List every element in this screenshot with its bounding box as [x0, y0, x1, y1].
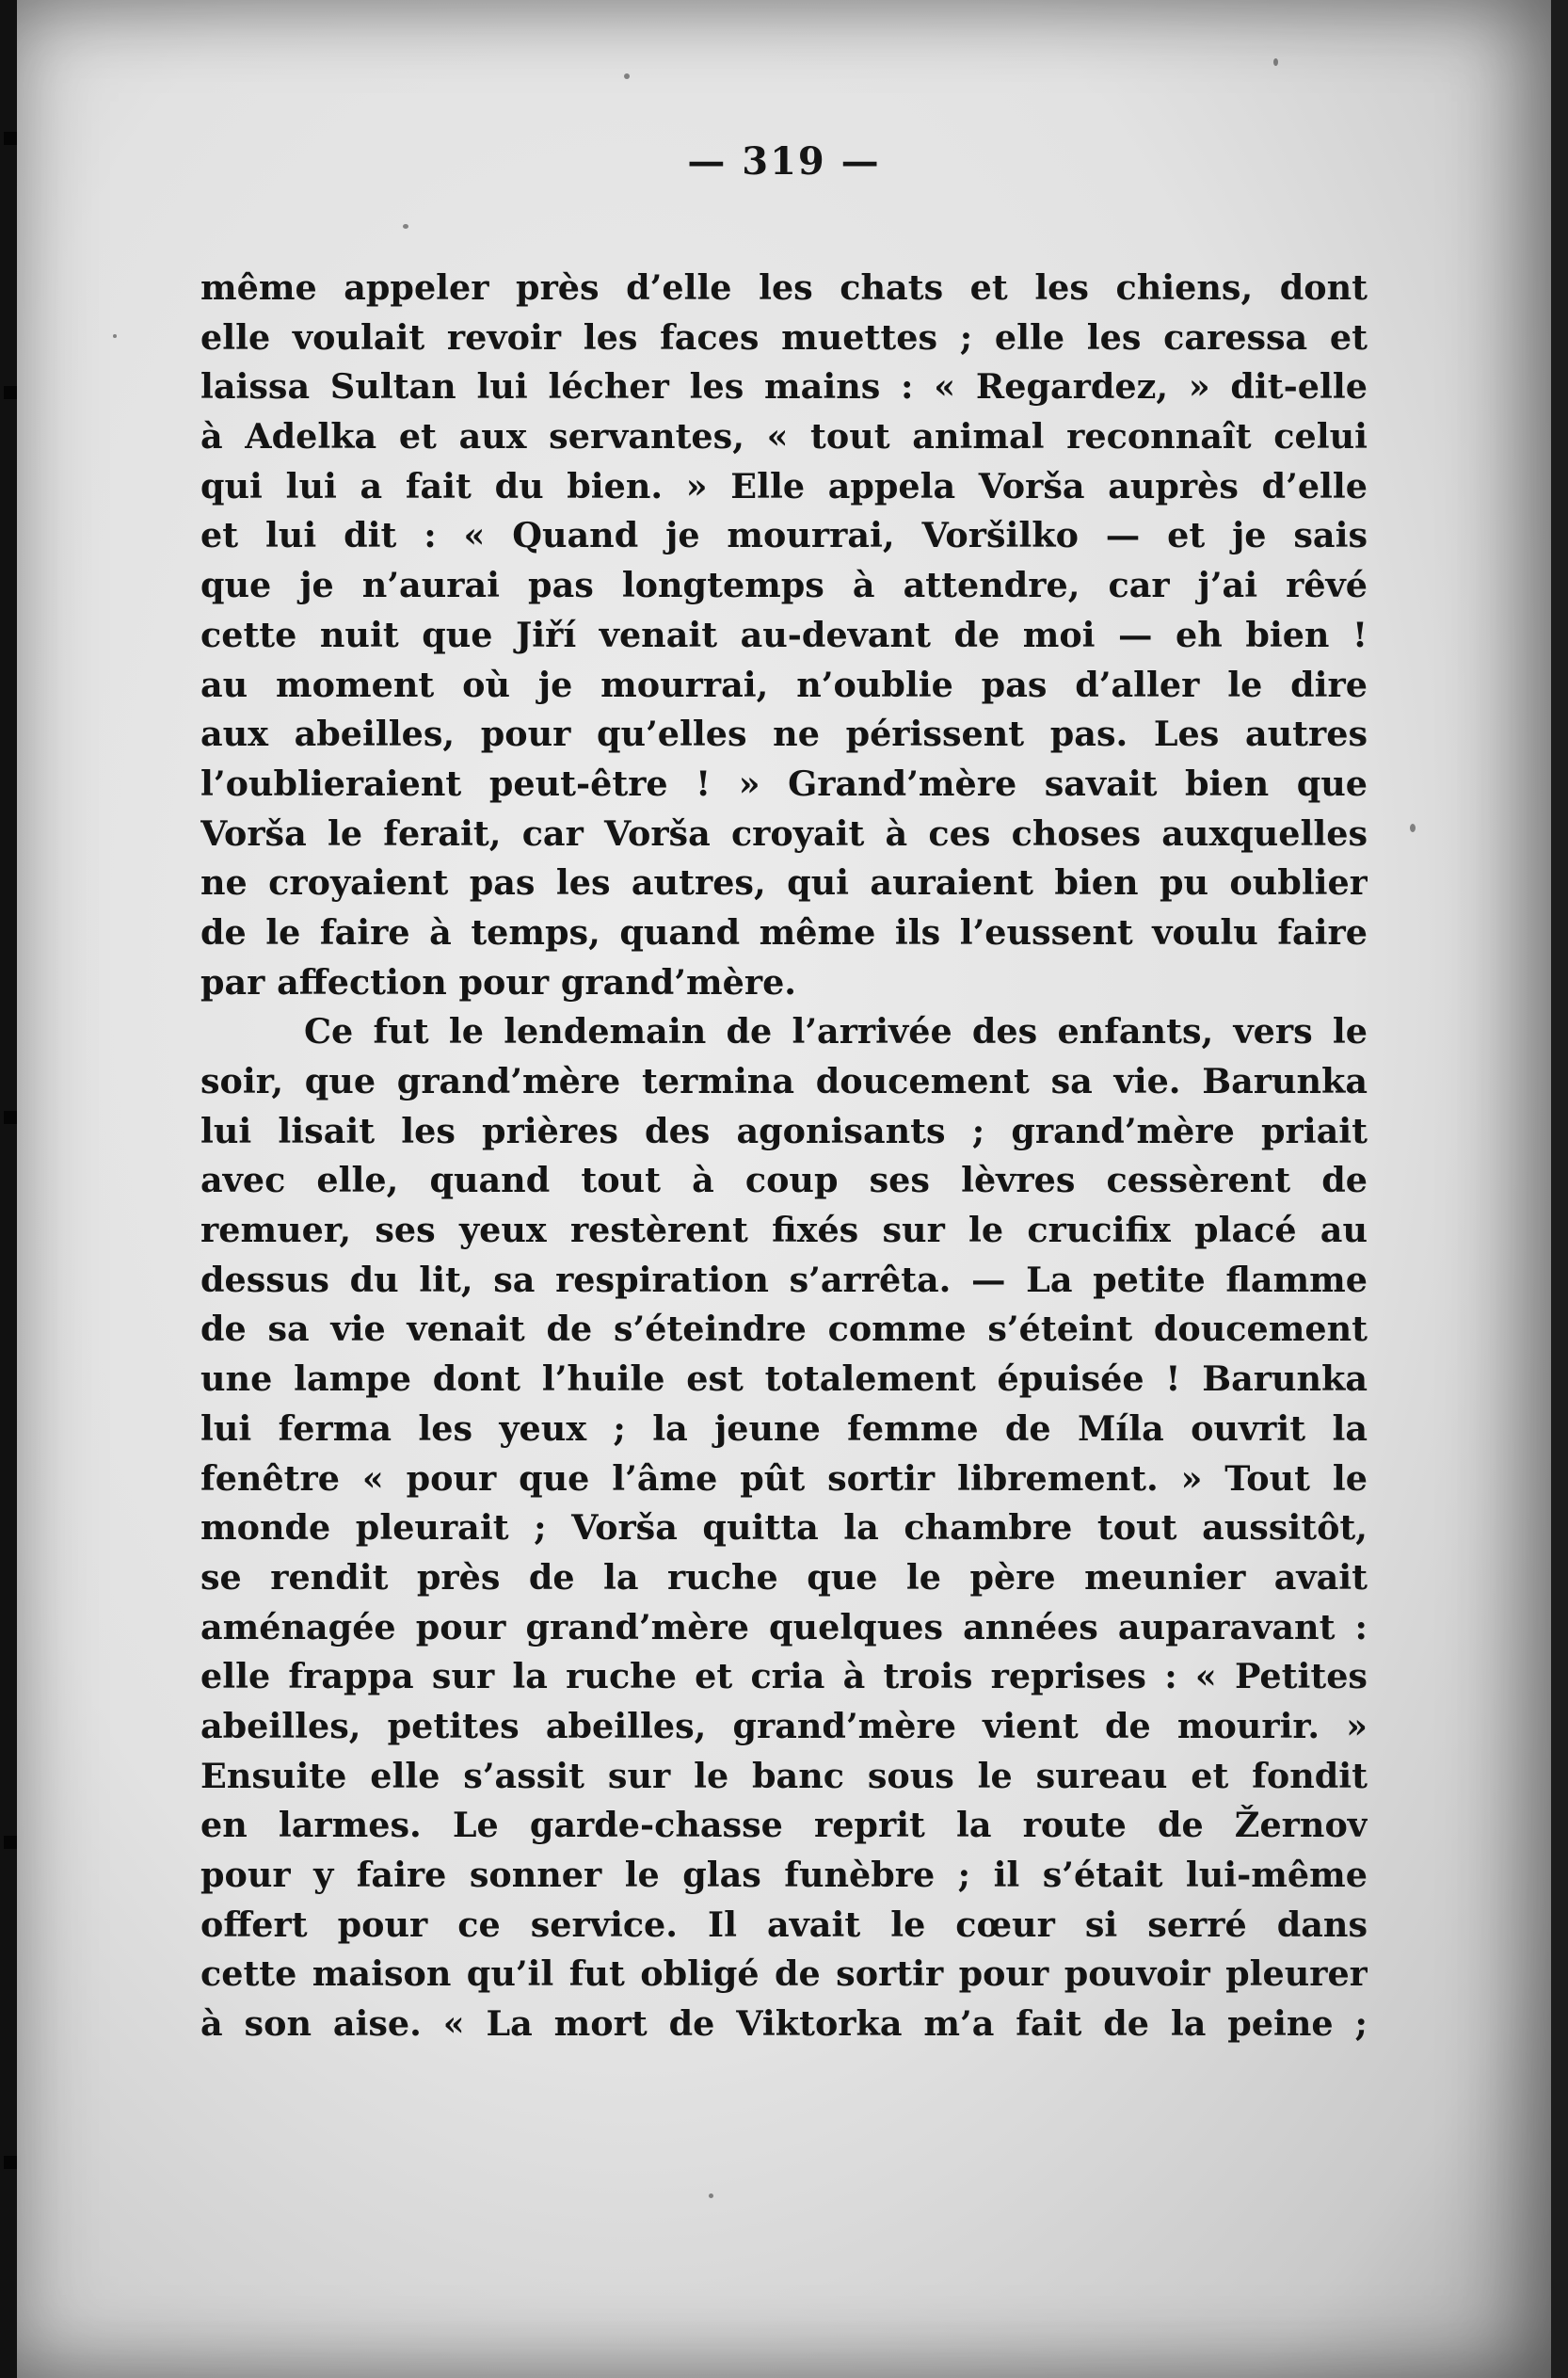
text-line: Ensuite elle s’assit sur le banc sous le sureau et fondit: [200, 1755, 1368, 1796]
text-line: aménagée pour grand’mère quelques années auparavant :: [200, 1606, 1368, 1647]
text-line: elle voulait revoir les faces muettes ; elle les caressa et: [200, 316, 1368, 358]
text-line: lui ferma les yeux ; la jeune femme de Míla ouvrit la: [200, 1407, 1368, 1449]
text-line: fenêtre « pour que l’âme pût sortir librement. » Tout le: [200, 1457, 1368, 1499]
paper-speck: [1410, 824, 1416, 832]
paper-speck: [113, 334, 117, 338]
text-line: Vorša le ferait, car Vorša croyait à ces choses auxquelles: [200, 812, 1368, 854]
text-line: ne croyaient pas les autres, qui auraient bien pu oublier: [200, 862, 1368, 904]
text-line: de le faire à temps, quand même ils l’eussent voulu faire: [200, 911, 1368, 953]
text-line: remuer, ses yeux restèrent fixés sur le crucifix placé au: [200, 1210, 1368, 1251]
text-line: se rendit près de la ruche que le père meunier avait: [200, 1556, 1368, 1598]
paper-speck: [403, 224, 408, 229]
text-line: cette maison qu’il fut obligé de sortir pour pouvoir pleurer: [200, 1953, 1368, 1995]
text-line: et lui dit : « Quand je mourrai, Voršilko — et je sais: [200, 515, 1368, 556]
paragraph-start-line: Ce fut le lendemain de l’arrivée des enfants, vers le: [304, 1011, 1368, 1052]
text-line: au moment où je mourrai, n’oublie pas d’aller le dire: [200, 664, 1368, 705]
text-line: à son aise. « La mort de Viktorka m’a fait de la peine ;: [200, 2003, 1368, 2045]
paper-speck: [709, 2193, 713, 2198]
text-line: une lampe dont l’huile est totalement épuisée ! Barunka: [200, 1358, 1368, 1400]
page-number: — 319 —: [687, 139, 881, 184]
text-line: dessus du lit, sa respiration s’arrêta. — La petite flamme: [200, 1259, 1368, 1300]
paper-speck: [624, 73, 630, 79]
text-line: monde pleurait ; Vorša quitta la chambre tout aussitôt,: [200, 1507, 1368, 1549]
text-line: cette nuit que Jiří venait au-devant de moi — eh bien !: [200, 614, 1368, 655]
text-line: l’oublieraient peut-être ! » Grand’mère savait bien que: [200, 763, 1368, 804]
text-line: avec elle, quand tout à coup ses lèvres cessèrent de: [200, 1160, 1368, 1201]
text-line: en larmes. Le garde-chasse reprit la route de Žernov: [200, 1805, 1368, 1846]
paragraph-end-line: par affection pour grand’mère.: [200, 961, 796, 1003]
text-line: pour y faire sonner le glas funèbre ; il s’était lui-même: [200, 1855, 1368, 1895]
text-line: même appeler près d’elle les chats et les chiens, dont: [200, 267, 1368, 308]
text-line: à Adelka et aux servantes, « tout animal reconnaît celui: [200, 416, 1368, 458]
book-page: [17, 0, 1551, 2378]
text-line: elle frappa sur la ruche et cria à trois reprises : « Petites: [200, 1656, 1368, 1697]
text-line: qui lui a fait du bien. » Elle appela Vorša auprès d’elle: [200, 465, 1368, 506]
text-line: laissa Sultan lui lécher les mains : « Regardez, » dit-elle: [200, 366, 1368, 408]
body-text: [200, 264, 1368, 2049]
text-line: aux abeilles, pour qu’elles ne périssent pas. Les autres: [200, 714, 1368, 755]
text-line: lui lisait les prières des agonisants ; grand’mère priait: [200, 1110, 1368, 1151]
text-line: abeilles, petites abeilles, grand’mère vient de mourir. »: [200, 1705, 1368, 1746]
text-line: offert pour ce service. Il avait le cœur si serré dans: [200, 1904, 1368, 1945]
paper-speck: [1273, 58, 1278, 66]
text-line: que je n’aurai pas longtemps à attendre, car j’ai rêvé: [200, 565, 1368, 606]
text-line: de sa vie venait de s’éteindre comme s’éteint doucement: [200, 1309, 1368, 1350]
text-line: soir, que grand’mère termina doucement sa vie. Barunka: [200, 1061, 1368, 1101]
